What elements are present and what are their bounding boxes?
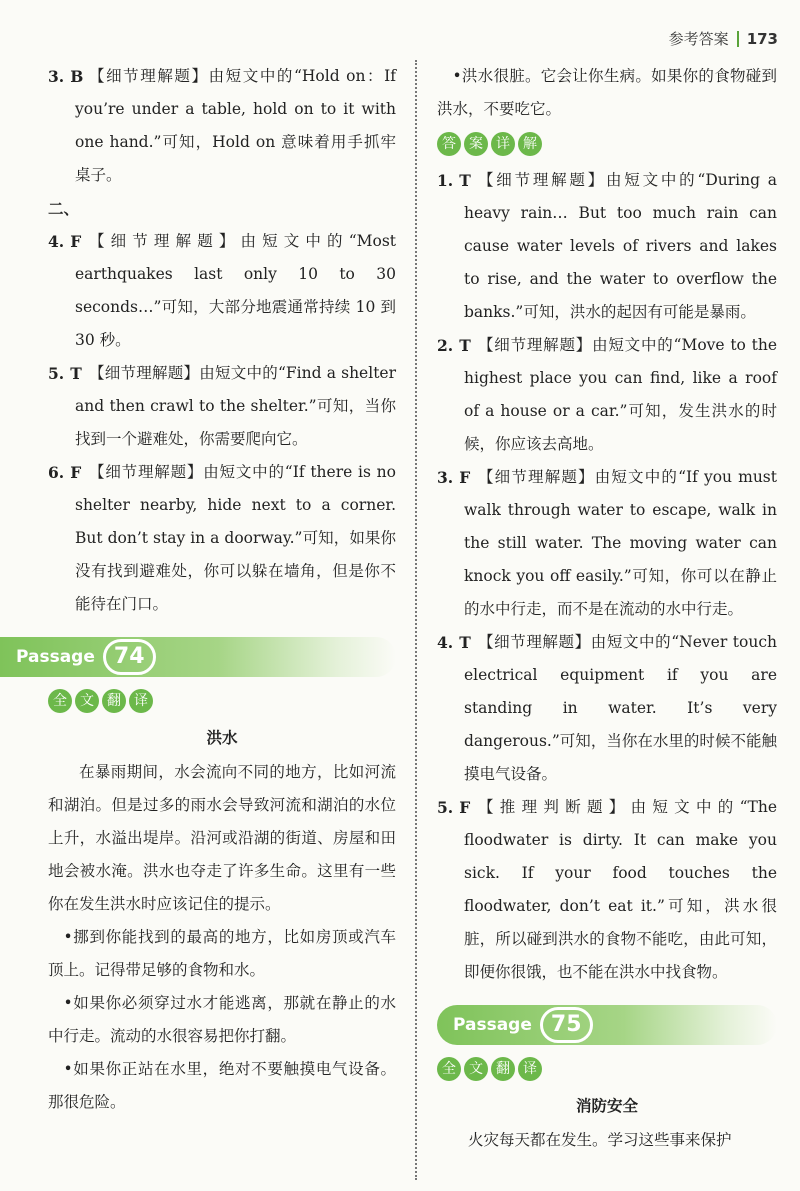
page-header <box>669 28 778 49</box>
answer-text: 【细节理解题】由短文中的“Most earthquakes last only 10 to 30 seconds…”可知，大部分地震通常持续 10 到 30 秒。 <box>75 232 396 349</box>
translation-bullet: •如果你必须穿过水才能逃离，那就在静止的水中行走。流动的水很容易把你打翻。 <box>48 994 396 1045</box>
answer-item: 5. F 【推理判断题】由短文中的“The floodwater is dirty. It can make you sick. If your food touches the floodwater, don’t eat it.”可知，洪水很脏，所以碰到洪水的食物不能吃，由此可知，即便你很饿，也不能在洪水中找食物。 <box>437 798 777 981</box>
answer-detail-badge: 答 案 详 解 <box>437 132 777 156</box>
answer-text: 【细节理解题】由短文中的“If there is no shelter nearby, hide next to a corner. But don’t stay in a doorway.”可知，如果你没有找到避难处，你可以躲在墙角，但是你不能待在门口。 <box>75 463 396 613</box>
translation-paragraph: 火灾每天都在发生。学习这些事来保护 <box>468 1131 732 1149</box>
passage-banner-75: Passage 75 <box>437 1005 777 1045</box>
answer-text: 【细节理解题】由短文中的“Move to the highest place you can find, like a roof of a house or a car.”可知，发生洪水的时候，你应该去高地。 <box>464 336 777 453</box>
translation-badge: 全 文 翻 译 <box>48 689 396 713</box>
answer-text: 【细节理解题】由短文中的“Never touch electrical equipment if you are standing in water. It’s very dangerous.”可知，当你在水里的时候不能触摸电气设备。 <box>464 633 777 783</box>
translation-bullet: •洪水很脏。它会让你生病。如果你的食物碰到洪水，不要吃它。 <box>437 67 777 118</box>
answer-text: 【细节理解题】由短文中的“Find a shelter and then crawl to the shelter.”可知，当你找到一个避难处，你需要爬向它。 <box>75 364 396 448</box>
answer-item: 6. F 【细节理解题】由短文中的“If there is no shelter nearby, hide next to a corner. But don’t stay in a doorway.”可知，如果你没有找到避难处，你可以躲在墙角，但是你不能待在门口。 <box>48 463 396 613</box>
page-number: 173 <box>746 29 778 48</box>
answer-item: 1. T 【细节理解题】由短文中的“During a heavy rain… But too much rain can cause water levels of rivers and lakes to rise, and the water to overflow the banks.”可知，洪水的起因有可能是暴雨。 <box>437 171 777 321</box>
translation-paragraph: 在暴雨期间，水会流向不同的地方，比如河流和湖泊。但是过多的雨水会导致河流和湖泊的水位上升，水溢出堤岸。沿河或沿湖的街道、房屋和田地会被水淹。洪水也夺走了许多生命。这里有一些你在发生洪水时应该记住的提示。 <box>48 763 396 913</box>
column-divider <box>415 60 417 1180</box>
answer-item: 5. T 【细节理解题】由短文中的“Find a shelter and then crawl to the shelter.”可知，当你找到一个避难处，你需要爬向它。 <box>48 364 396 448</box>
passage-banner-74: Passage 74 <box>0 637 396 677</box>
answer-text: 【细节理解题】由短文中的“Hold on：If you’re under a table, hold on to it with one hand.”可知，Hold on 意味着用手抓牢桌子。 <box>75 67 396 184</box>
translation-title: 消防安全 <box>575 1096 638 1115</box>
header-divider <box>737 31 739 47</box>
answer-item: 3. F 【细节理解题】由短文中的“If you must walk through water to escape, walk in the still water. The moving water can knock you off easily.”可知，你可以在静止的水中行走，而不是在流动的水中行走。 <box>437 468 777 618</box>
header-label: 参考答案 <box>668 30 729 48</box>
answer-text: 【细节理解题】由短文中的“During a heavy rain… But too much rain can cause water levels of rivers and lakes to rise, and the water to overflow the banks.”可知，洪水的起因有可能是暴雨。 <box>464 171 777 321</box>
translation-bullet: •如果你正站在水里，绝对不要触摸电气设备。那很危险。 <box>48 1060 396 1111</box>
answer-item: 2. T 【细节理解题】由短文中的“Move to the highest place you can find, like a roof of a house or a car.”可知，发生洪水的时候，你应该去高地。 <box>437 336 777 453</box>
answer-item: 4. F 【细节理解题】由短文中的“Most earthquakes last only 10 to 30 seconds…”可知，大部分地震通常持续 10 到 30 秒。 <box>48 232 396 349</box>
answer-text: 【细节理解题】由短文中的“If you must walk through water to escape, walk in the still water. The moving water can knock you off easily.”可知，你可以在静止的水中行走，而不是在流动的水中行走。 <box>464 468 777 618</box>
left-column <box>16 60 396 1119</box>
translation-bullet: •挪到你能找到的最高的地方，比如房顶或汽车顶上。记得带足够的食物和水。 <box>48 928 396 979</box>
answer-item: 3. B 【细节理解题】由短文中的“Hold on：If you’re under a table, hold on to it with one hand.”可知，Hold on 意味着用手抓牢桌子。 <box>48 67 396 184</box>
answer-text: 【推理判断题】由短文中的“The floodwater is dirty. It can make you sick. If your food touches the floodwater, don’t eat it.”可知，洪水很脏，所以碰到洪水的食物不能吃，由此可知，即便你很饿，也不能在洪水中找食物。 <box>464 798 777 981</box>
answer-item: 4. T 【细节理解题】由短文中的“Never touch electrical equipment if you are standing in water. It’s very dangerous.”可知，当你在水里的时候不能触摸电气设备。 <box>437 633 777 783</box>
right-column <box>437 60 777 1157</box>
section-marker: 二、 <box>48 199 80 218</box>
translation-badge: 全 文 翻 译 <box>437 1057 777 1081</box>
translation-title: 洪水 <box>206 728 238 747</box>
